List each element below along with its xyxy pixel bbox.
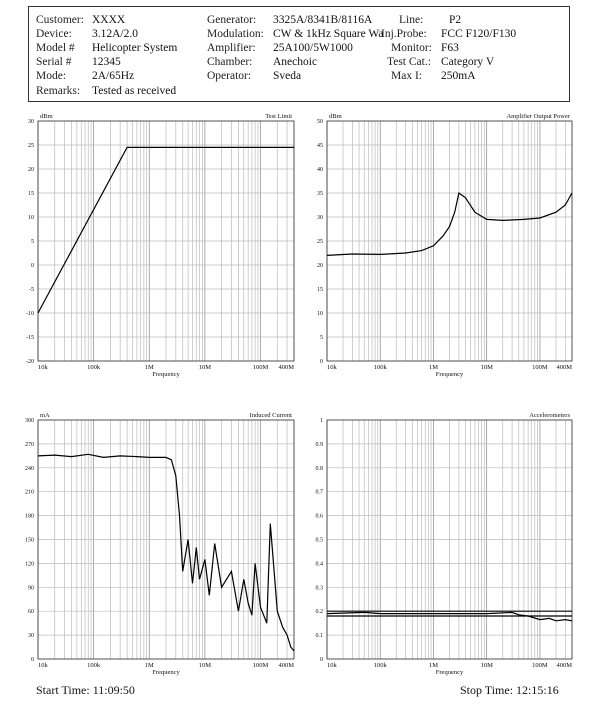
test-limit-xtick: 10M (198, 364, 212, 371)
amp-output-ytick: 35 (317, 191, 323, 197)
accelerometers-xtick: 400M (556, 662, 572, 669)
amp-output-xlabel: Frequency (435, 371, 464, 378)
max-i-value: 250mA (441, 70, 476, 82)
operator-label: Operator: (207, 70, 252, 82)
accelerometers-xtick: 100k (373, 662, 387, 669)
accelerometers-ytick: 1 (320, 418, 323, 424)
mode-label: Mode: (36, 70, 67, 82)
test-limit-xtick: 100M (252, 364, 269, 371)
monitor-label: Monitor: (391, 42, 432, 54)
inj-probe-value: FCC F120/F130 (441, 28, 517, 40)
inj-probe-label: Inj.Probe: (381, 28, 427, 40)
test-limit-ytick: 0 (31, 263, 34, 269)
test-limit-ytick: 15 (28, 191, 34, 197)
induced-current-xtick: 100M (252, 662, 269, 669)
induced-current-ylabel: mA (40, 412, 50, 419)
accelerometers-ytick: 0.4 (315, 561, 323, 568)
accelerometers-ytick: 0.8 (315, 465, 323, 472)
accelerometers-chart (316, 412, 573, 676)
start-time (36, 683, 135, 698)
amp-output-ytick: 0 (320, 359, 323, 365)
monitor-value: F63 (441, 42, 459, 54)
accelerometers-ytick: 0.1 (315, 633, 323, 640)
induced-current-ytick: 60 (28, 609, 34, 616)
accelerometers-xtick: 100M (532, 662, 548, 669)
amp-output-ylabel: dBm (329, 113, 342, 120)
test-limit-ytick: -5 (29, 287, 34, 293)
test-limit-ytick: -20 (26, 359, 34, 365)
induced-current-ytick: 210 (25, 489, 34, 496)
amplifier-value: 25A100/5W1000 (273, 42, 353, 54)
amp-output-title: Amplifier Output Power (506, 113, 570, 120)
accelerometers-ytick: 0.5 (315, 537, 323, 544)
device-value: 3.12A/2.0 (92, 28, 138, 40)
accelerometers-xlabel: Frequency (435, 669, 464, 676)
accelerometers-ytick: 0.3 (315, 585, 323, 592)
max-i-label: Max I: (391, 70, 422, 82)
customer-value: XXXX (92, 14, 126, 26)
amp-output-ytick: 15 (317, 287, 323, 293)
serial-value: 12345 (92, 56, 121, 68)
test-cat-value: Category V (441, 56, 495, 68)
amp-output-xtick: 400M (556, 364, 572, 371)
test-limit-ytick: 5 (31, 239, 34, 245)
amp-output-chart (317, 113, 572, 378)
mode-value: 2A/65Hz (92, 70, 135, 82)
start-time-label: Start Time: (36, 683, 90, 697)
amp-output-xtick: 10M (480, 364, 493, 371)
stop-time (460, 683, 559, 698)
amp-output-ytick: 5 (320, 335, 323, 341)
induced-current-title: Induced Current (249, 412, 292, 419)
accelerometers-xtick: 1M (428, 662, 438, 669)
amp-output-ytick: 30 (317, 215, 323, 221)
amp-output-xtick: 1M (428, 364, 438, 371)
chamber-label: Chamber: (207, 56, 253, 68)
test-limit-title: Test Limit (265, 113, 292, 120)
induced-current-ytick: 0 (31, 657, 34, 663)
amp-output-ytick: 40 (317, 167, 323, 173)
induced-current-chart (25, 412, 294, 676)
accelerometers-xtick: 10M (480, 662, 493, 669)
serial-label: Serial # (36, 56, 72, 68)
operator-value: Sveda (273, 70, 302, 82)
test-limit-xtick: 1M (144, 364, 154, 371)
amplifier-label: Amplifier: (207, 42, 256, 54)
test-limit-ylabel: dBm (40, 113, 53, 120)
test-limit-xtick: 100k (87, 364, 101, 371)
induced-current-xtick: 400M (278, 662, 294, 669)
line-label: Line: (399, 14, 424, 26)
modulation-label: Modulation: (207, 28, 264, 40)
accelerometers-ytick: 0.7 (315, 489, 323, 496)
test-limit-xtick: 10k (38, 364, 48, 371)
generator-value: 3325A/8341B/8116A (273, 14, 373, 26)
induced-current-ytick: 30 (28, 633, 34, 640)
induced-current-ytick: 180 (25, 513, 34, 520)
test-limit-ytick: 20 (28, 167, 34, 173)
stop-time-label: Stop Time: (460, 683, 514, 697)
amp-output-ytick: 10 (317, 311, 323, 317)
amp-output-xtick: 10k (327, 364, 337, 371)
accelerometers-ytick: 0.6 (315, 513, 323, 520)
induced-current-ytick: 240 (25, 465, 34, 472)
test-limit-xtick: 400M (278, 364, 294, 371)
induced-current-ytick: 90 (28, 585, 34, 592)
remarks-value: Tested as received (92, 85, 177, 97)
start-time-value: 11:09:50 (92, 683, 135, 697)
induced-current-xlabel: Frequency (152, 669, 180, 676)
test-limit-ytick: 25 (28, 143, 34, 149)
amp-output-ytick: 25 (317, 239, 323, 245)
test-limit-chart (26, 113, 294, 378)
accelerometers-ytick: 0.9 (315, 441, 323, 448)
stop-time-value: 12:15:16 (516, 683, 559, 697)
accelerometers-xtick: 10k (327, 662, 337, 669)
test-limit-ytick: -10 (26, 311, 34, 317)
modulation-value: CW & 1kHz Square Wa (273, 28, 384, 40)
induced-current-ytick: 120 (25, 561, 34, 568)
remarks-label: Remarks: (36, 85, 81, 97)
line-value: P2 (449, 14, 462, 26)
amp-output-ytick: 20 (317, 263, 323, 269)
induced-current-ytick: 150 (25, 537, 34, 544)
test-cat-label: Test Cat.: (387, 56, 431, 68)
amp-output-xtick: 100M (532, 364, 548, 371)
chamber-value: Anechoic (273, 56, 318, 68)
test-limit-ytick: 10 (28, 215, 34, 221)
model-label: Model # (36, 42, 75, 54)
test-limit-ytick: -15 (26, 335, 34, 341)
accelerometers-title: Accelerometers (529, 412, 570, 419)
induced-current-xtick: 100k (87, 662, 101, 669)
induced-current-xtick: 10k (38, 662, 48, 669)
induced-current-xtick: 10M (198, 662, 212, 669)
induced-current-xtick: 1M (144, 662, 154, 669)
test-limit-ytick: 30 (28, 119, 34, 125)
amp-output-ytick: 45 (317, 143, 323, 149)
amp-output-xtick: 100k (373, 364, 387, 371)
amp-output-ytick: 50 (317, 119, 323, 125)
accelerometers-ytick: 0.2 (315, 609, 323, 616)
generator-label: Generator: (207, 14, 257, 26)
induced-current-ytick: 300 (25, 418, 34, 424)
customer-label: Customer: (36, 14, 84, 26)
device-label: Device: (36, 28, 72, 40)
test-limit-xlabel: Frequency (152, 371, 180, 378)
induced-current-ytick: 270 (25, 441, 34, 448)
accelerometers-ytick: 0 (320, 657, 323, 663)
model-value: Helicopter System (92, 42, 178, 54)
